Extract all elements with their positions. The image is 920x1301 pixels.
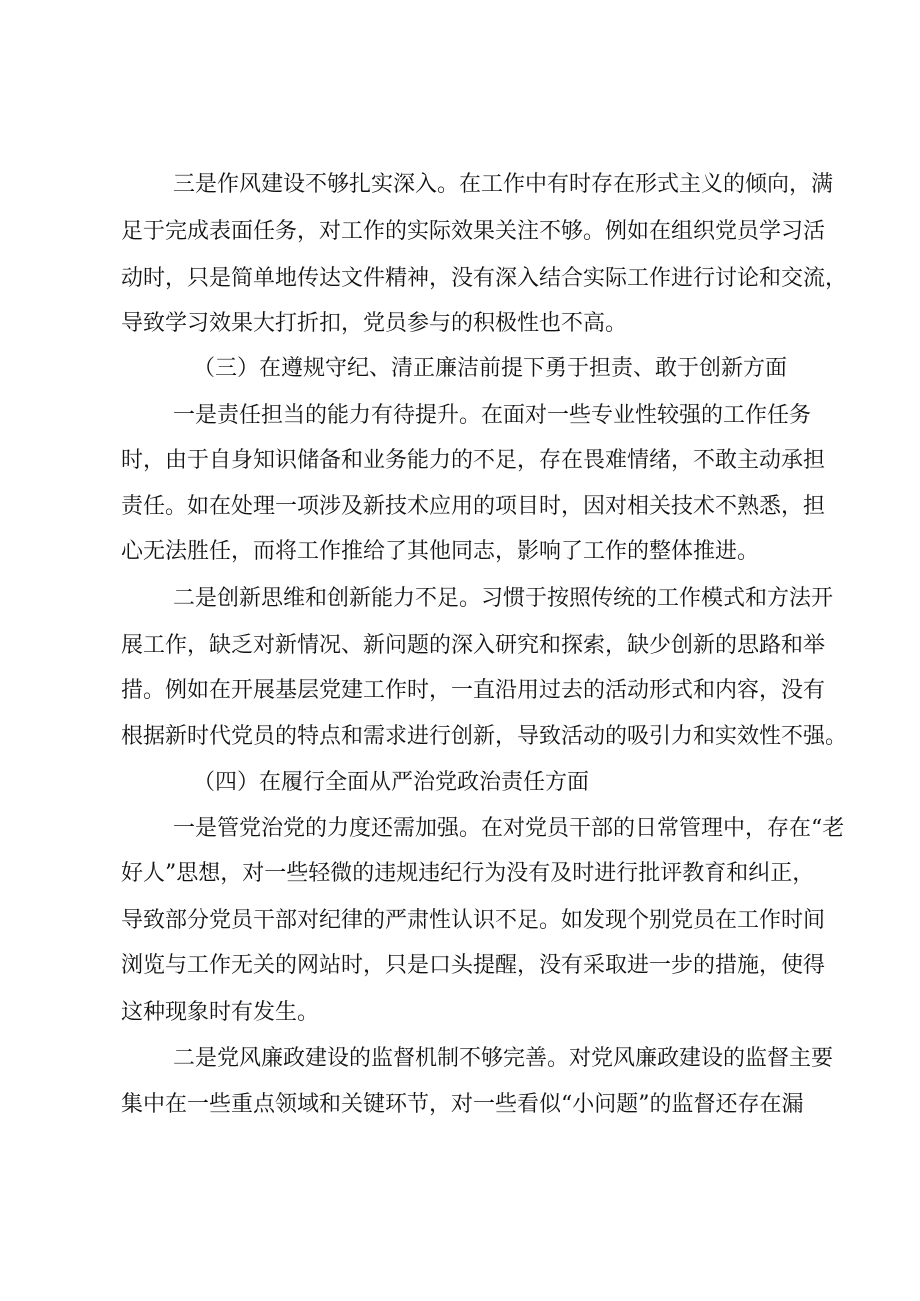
paragraph-line: 动时，只是简单地传达文件精神，没有深入结合实际工作进行讨论和交流， <box>121 266 848 291</box>
paragraph-line: 集中在一些重点领域和关键环节，对一些看似“小问题”的监督还存在漏 <box>121 1092 804 1117</box>
paragraph-line: 措。例如在开展基层党建工作时，一直沿用过去的活动形式和内容，没有 <box>121 678 826 703</box>
paragraph-line: 导致部分党员干部对纪律的严肃性认识不足。如发现个别党员在工作时间 <box>121 908 826 933</box>
paragraph-line: 导致学习效果大打折扣，党员参与的积极性也不高。 <box>121 311 628 336</box>
paragraph-line: 一是责任担当的能力有待提升。在面对一些专业性较强的工作任务 <box>173 403 812 428</box>
paragraph-line: 展工作，缺乏对新情况、新问题的深入研究和探索，缺少创新的思路和举 <box>121 633 826 658</box>
paragraph-line: 这种现象时有发生。 <box>121 1000 320 1025</box>
paragraph-line: 足于完成表面任务，对工作的实际效果关注不够。例如在组织党员学习活 <box>121 219 826 244</box>
paragraph-line: 心无法胜任，而将工作推给了其他同志，影响了工作的整体推进。 <box>121 539 760 564</box>
section-heading: （四）在履行全面从严治党政治责任方面 <box>193 770 590 795</box>
paragraph-line: 责任。如在处理一项涉及新技术应用的项目时，因对相关技术不熟悉，担 <box>121 494 826 519</box>
paragraph-line: 二是党风廉政建设的监督机制不够完善。对党风廉政建设的监督主要 <box>173 1046 834 1071</box>
paragraph-line: 浏览与工作无关的网站时，只是口头提醒，没有采取进一步的措施，使得 <box>121 953 826 978</box>
paragraph-line: 时，由于自身知识储备和业务能力的不足，存在畏难情绪，不敢主动承担 <box>121 448 826 473</box>
section-heading: （三）在遵规守纪、清正廉洁前提下勇于担责、敢于创新方面 <box>193 356 788 381</box>
paragraph-line: 二是创新思维和创新能力不足。习惯于按照传统的工作模式和方法开 <box>173 586 834 611</box>
paragraph-line: 三是作风建设不够扎实深入。在工作中有时存在形式主义的倾向，满 <box>173 172 834 197</box>
paragraph-line: 一是管党治党的力度还需加强。在对党员干部的日常管理中，存在“老 <box>173 816 845 841</box>
paragraph-line: 根据新时代党员的特点和需求进行创新，导致活动的吸引力和实效性不强。 <box>121 724 848 749</box>
paragraph-line: 好人”思想，对一些轻微的违规违纪行为没有及时进行批评教育和纠正， <box>121 861 815 886</box>
